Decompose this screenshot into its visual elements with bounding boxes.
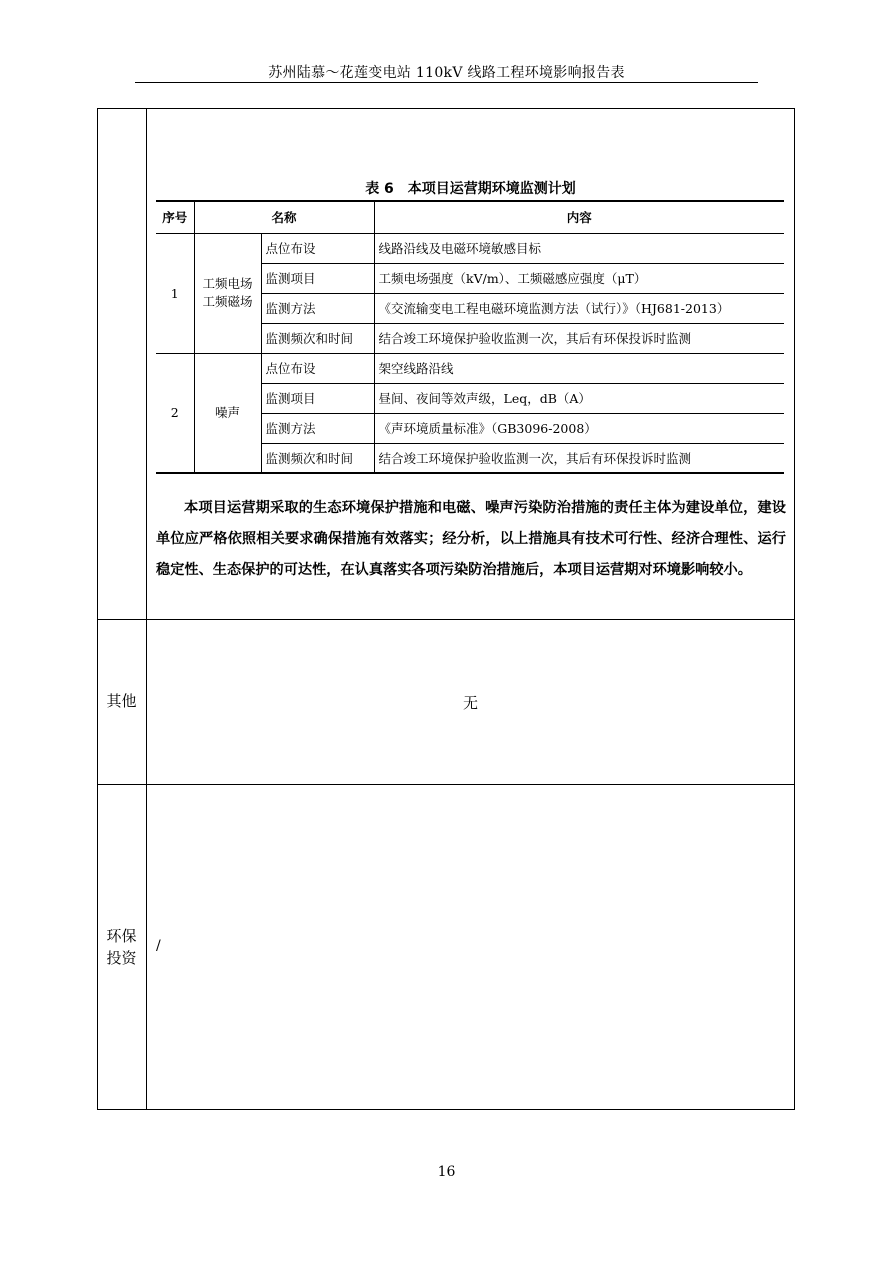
other-content: 无 [462, 694, 478, 712]
content-cell: 结合竣工环境保护验收监测一次，其后有环保投诉时监测 [374, 323, 784, 353]
investment-label-line: 环保 [106, 927, 137, 945]
header-name: 名称 [194, 201, 374, 233]
seq-cell: 2 [156, 353, 194, 473]
item-cell: 监测频次和时间 [261, 323, 374, 353]
row-divider-1 [97, 619, 795, 620]
item-cell: 点位布设 [261, 353, 374, 383]
page-header-title: 苏州陆慕～花莲变电站 110kV 线路工程环境影响报告表 [268, 65, 625, 81]
investment-content: / [156, 938, 161, 954]
content-cell: 《声环境质量标准》（GB3096-2008） [374, 413, 784, 443]
content-cell: 架空线路沿线 [374, 353, 784, 383]
item-cell: 监测方法 [261, 413, 374, 443]
content-cell: 工频电场强度（kV/m）、工频磁感应强度（μT） [374, 263, 784, 293]
content-cell: 结合竣工环境保护验收监测一次，其后有环保投诉时监测 [374, 443, 784, 473]
conclusion-paragraph: 本项目运营期采取的生态环境保护措施和电磁、噪声污染防治措施的责任主体为建设单位，建设单位应严格依照相关要求确保措施有效落实；经分析，以上措施具有技术可行性、经济合理性、运行稳定性、生态保护的可达性，在认真落实各项污染防治措施后，本项目运营期对环境影响较小。 [156, 500, 786, 578]
header-rule [135, 82, 758, 83]
row-divider-2 [97, 784, 795, 785]
table-row [156, 353, 784, 383]
label-column-divider [146, 108, 147, 1110]
table-row [156, 233, 784, 263]
category-line: 工频磁场 [202, 294, 253, 309]
investment-label [97, 925, 146, 969]
other-label: 其他 [106, 692, 137, 710]
investment-label-line: 投资 [106, 949, 137, 967]
content-cell: 《交流输变电工程电磁环境监测方法（试行）》（HJ681-2013） [374, 293, 784, 323]
seq-cell: 1 [156, 233, 194, 353]
item-cell: 监测频次和时间 [261, 443, 374, 473]
content-cell: 线路沿线及电磁环境敏感目标 [374, 233, 784, 263]
header-seq: 序号 [156, 201, 194, 233]
category-cell [194, 233, 261, 353]
content-cell: 昼间、夜间等效声级，Leq，dB（A） [374, 383, 784, 413]
monitoring-plan-table [156, 200, 784, 474]
item-cell: 点位布设 [261, 233, 374, 263]
page-number: 16 [437, 1164, 456, 1180]
item-cell: 监测项目 [261, 383, 374, 413]
item-cell: 监测方法 [261, 293, 374, 323]
table-header-row [156, 201, 784, 233]
item-cell: 监测项目 [261, 263, 374, 293]
category-line: 工频电场 [202, 276, 253, 291]
table-caption: 表 6 本项目运营期环境监测计划 [365, 181, 576, 197]
header-content: 内容 [374, 201, 784, 233]
category-cell: 噪声 [194, 353, 261, 473]
